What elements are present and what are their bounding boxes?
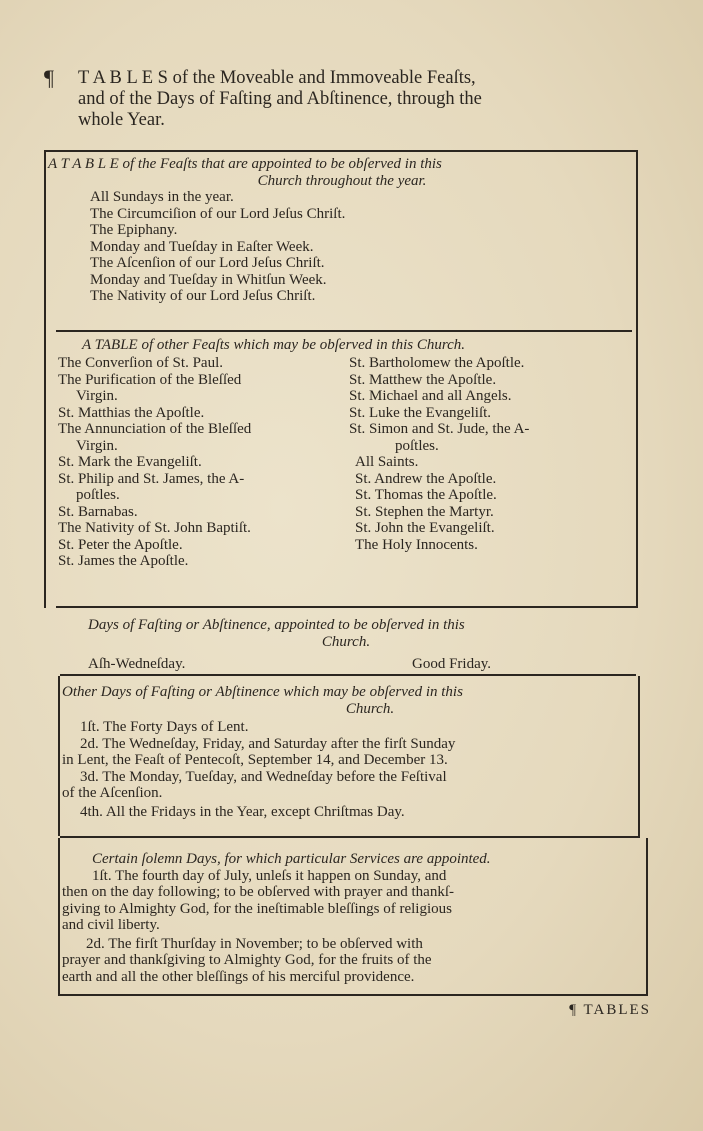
table3-section bbox=[56, 617, 636, 650]
table2-right-item: St. Stephen the Martyr. bbox=[355, 503, 494, 520]
table4-item-4: 4th. All the Fridays in the Year, except Chriſtmas Day. bbox=[80, 803, 405, 820]
table2-right-item: St. Luke the Evangeliſt. bbox=[349, 404, 492, 421]
table2-left-item: St. Peter the Apoſtle. bbox=[58, 536, 183, 553]
table2-left-item: The Annunciation of the Bleſſed bbox=[58, 421, 252, 437]
table2-left-item: The Purification of the Bleſſed bbox=[58, 371, 242, 388]
table5-title: Certain ſolemn Days, for which particular Services are appointed. bbox=[92, 851, 491, 867]
frame-right-rule bbox=[636, 150, 638, 608]
table2-right-item: St. John the Evangeliſt. bbox=[355, 520, 495, 536]
table2-right-item: St. Andrew the Apoſtle. bbox=[355, 470, 497, 487]
catchword: ¶ TABLES bbox=[569, 1002, 651, 1018]
table1-bottom-rule bbox=[56, 330, 632, 332]
table4-left-rule bbox=[58, 676, 60, 836]
table2-left-item: St. Matthias the Apoſtle. bbox=[58, 404, 205, 421]
table2-left-item: St. Philip and St. James, the A- bbox=[58, 470, 245, 487]
table4-item-2b: in Lent, the Feaſt of Pentecoſt, September 14, and December 13. bbox=[62, 752, 448, 768]
table4-item-3a: 3d. The Monday, Tueſday, and Wedneſday before the Feſtival bbox=[80, 768, 447, 785]
table5-left-rule bbox=[58, 838, 60, 996]
table3-bottom-rule bbox=[60, 674, 636, 676]
table5-section bbox=[62, 851, 646, 985]
table4-right-rule bbox=[638, 676, 640, 836]
table2-left-item: St. Mark the Evangeliſt. bbox=[58, 454, 202, 470]
table5-p1-line3: giving to Almighty God, for the ineſtimable bleſſings of religious bbox=[62, 900, 452, 917]
table5-p1-line1: 1ſt. The fourth day of July, unleſs it happen on Sunday, and bbox=[92, 867, 447, 884]
table3-right-day: Good Friday. bbox=[412, 656, 492, 672]
table5-p2-line2: prayer and thankſgiving to Almighty God, for the fruits of the bbox=[62, 952, 432, 968]
table1-title-line2: Church throughout the year. bbox=[257, 172, 427, 189]
table4-item-2a: 2d. The Wedneſday, Friday, and Saturday after the firſt Sunday bbox=[80, 735, 456, 752]
table2-right-item: St. Matthew the Apoſtle. bbox=[349, 371, 497, 388]
table5-p1-line4: and civil liberty. bbox=[62, 917, 160, 933]
heading-line-2: and of the Days of Faſting and Abſtinence, through the bbox=[78, 89, 482, 109]
pilcrow-icon: ¶ bbox=[44, 65, 54, 90]
table2-right-item: St. Thomas the Apoſtle. bbox=[355, 487, 497, 503]
table2-right-item: St. Michael and all Angels. bbox=[349, 388, 512, 404]
table2-title: A TABLE of other Feaſts which may be obſerved in this Church. bbox=[82, 337, 466, 353]
table2-right-item: St. Simon and St. Jude, the A- bbox=[349, 421, 530, 437]
frame-top-rule bbox=[44, 150, 638, 152]
table2-left-item: St. James the Apoſtle. bbox=[58, 553, 189, 569]
table2-right-item: St. Bartholomew the Apoſtle. bbox=[349, 355, 525, 371]
table2-bottom-rule bbox=[56, 606, 638, 608]
table4-title-line1: Other Days of Faſting or Abſtinence which may be obſerved in this bbox=[62, 684, 463, 700]
table1-section bbox=[48, 156, 636, 305]
table2-left-item: St. Barnabas. bbox=[58, 503, 138, 520]
table1-item: The Nativity of our Lord Jeſus Chriſt. bbox=[90, 288, 316, 304]
table2-left-item: Virgin. bbox=[76, 388, 118, 404]
table2-right-column bbox=[349, 355, 634, 553]
table2-right-item: The Holy Innocents. bbox=[355, 536, 478, 553]
table1-item: The Aſcenſion of our Lord Jeſus Chriſt. bbox=[90, 255, 325, 271]
table1-title-line1: A T A B L E of the Feaſts that are appointed to be obſerved in this bbox=[48, 156, 442, 172]
table2-left-item: The Nativity of St. John Baptiſt. bbox=[58, 520, 251, 536]
table1-item: The Circumciſion of our Lord Jeſus Chriſt. bbox=[90, 205, 346, 222]
table5-right-rule bbox=[646, 838, 648, 996]
table4-bottom-rule bbox=[60, 836, 640, 838]
table5-bottom-rule bbox=[60, 994, 648, 996]
table2-left-item: The Converſion of St. Paul. bbox=[58, 355, 223, 371]
table1-item: The Epiphany. bbox=[90, 222, 178, 238]
table5-p1-line2: then on the day following; to be obſerved with prayer and thankſ- bbox=[62, 884, 454, 900]
table2-left-column bbox=[58, 355, 348, 570]
heading-line-1: T A B L E S of the Moveable and Immoveable Feaſts, bbox=[78, 68, 476, 88]
table4-section bbox=[62, 684, 638, 820]
table3-left-day: Aſh-Wedneſday. bbox=[88, 656, 186, 672]
table5-p2-line3: earth and all the other bleſſings of his merciful providence. bbox=[62, 968, 415, 985]
table1-list bbox=[48, 189, 636, 305]
table2-right-item: poſtles. bbox=[395, 437, 439, 454]
table2-left-item: Virgin. bbox=[76, 437, 118, 454]
frame-left-rule bbox=[44, 150, 46, 608]
table3-title-line2: Church. bbox=[321, 633, 371, 650]
table4-item-3b: of the Aſcenſion. bbox=[62, 785, 163, 801]
table4-item-1: 1ſt. The Forty Days of Lent. bbox=[80, 719, 249, 735]
heading-line-3: whole Year. bbox=[78, 110, 165, 130]
table3-title-line1: Days of Faſting or Abſtinence, appointed to be obſerved in this bbox=[88, 617, 465, 633]
table4-title-line2: Church. bbox=[345, 700, 395, 717]
page-heading bbox=[44, 65, 648, 131]
table2-right-item: All Saints. bbox=[355, 454, 419, 470]
table5-p2-line1: 2d. The firſt Thurſday in November; to be obſerved with bbox=[86, 935, 423, 952]
table1-item: All Sundays in the year. bbox=[90, 189, 234, 205]
table1-item: Monday and Tueſday in Eaſter Week. bbox=[90, 238, 314, 255]
table1-item: Monday and Tueſday in Whitſun Week. bbox=[90, 271, 327, 288]
table2-left-item: poſtles. bbox=[76, 487, 120, 503]
